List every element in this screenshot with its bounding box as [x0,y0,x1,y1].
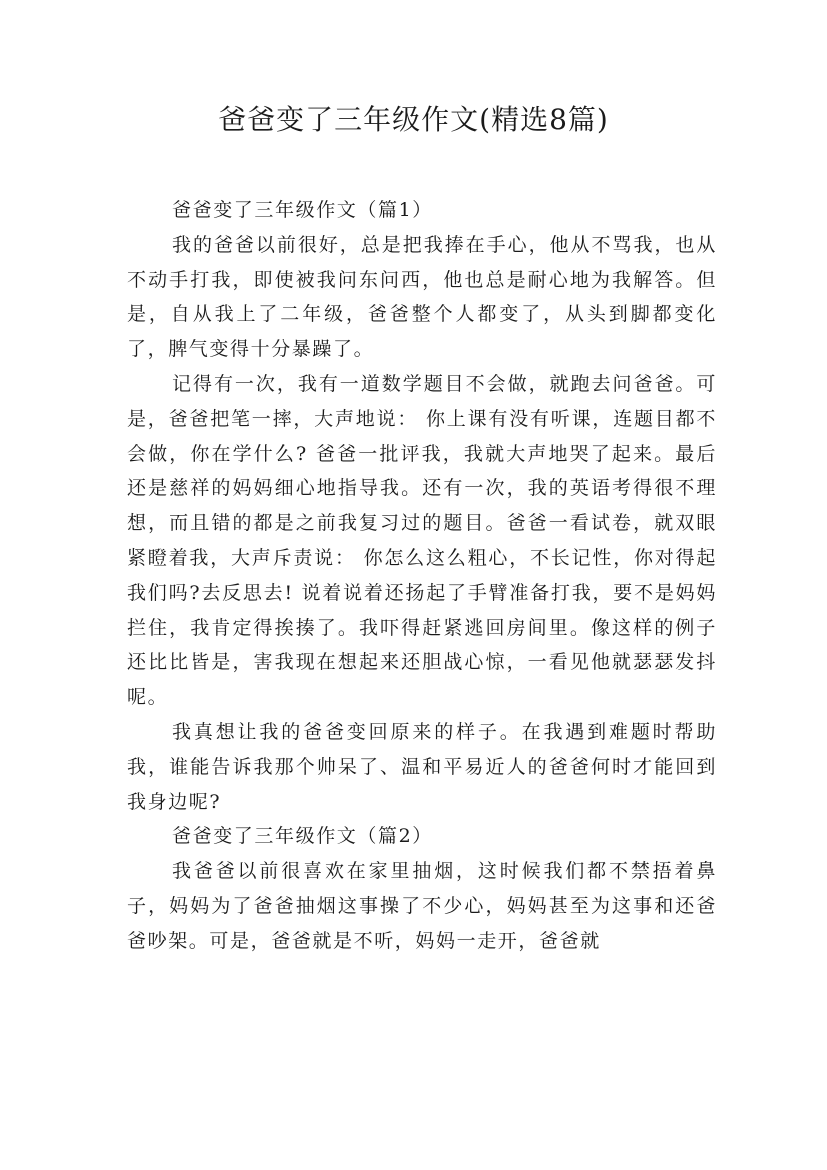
paragraph: 记得有一次，我有一道数学题目不会做，就跑去问爸爸。可是，爸爸把笔一摔，大声地说： 你上课有没有听课，连题目都不会做，你在学什么? 爸爸一批评我，我就大声地哭了起来。最后还是慈祥的妈妈细心地指导我。还有一次，我的英语考得很不理想，而且错的都是之前我复习过的题目。爸爸一看试卷，就双眼紧瞪着我，大声斥责说： 你怎么这么粗心，不长记性，你对得起我们吗?去反思去! 说着说着还扬起了手臂准备打我，要不是妈妈拦住，我肯定得挨揍了。我吓得赶紧逃回房间里。像这样的例子还比比皆是，害我现在想起来还胆战心惊，一看见他就瑟瑟发抖呢。 [127,372,717,709]
section-heading-1: 爸爸变了三年级作文（篇1） [172,199,433,221]
document-body [127,193,717,959]
document-title: 爸爸变了三年级作文(精选8篇) [218,103,609,136]
paragraph: 我爸爸以前很喜欢在家里抽烟，这时候我们都不禁捂着鼻子，妈妈为了爸爸抽烟这事操了不少心，妈妈甚至为这事和还爸爸吵架。可是，爸爸就是不听，妈妈一走开，爸爸就 [127,860,717,952]
section-heading-2: 爸爸变了三年级作文（篇2） [172,825,433,848]
paragraph: 我的爸爸以前很好，总是把我捧在手心，他从不骂我，也从不动手打我，即使被我问东问西，他也总是耐心地为我解答。但是，自从我上了二年级，爸爸整个人都变了，从头到脚都变化了，脾气变得十分暴躁了。 [127,233,717,361]
paragraph: 我真想让我的爸爸变回原来的样子。在我遇到难题时帮助我，谁能告诉我那个帅呆了、温和平易近人的爸爸何时才能回到我身边呢? [127,720,717,813]
